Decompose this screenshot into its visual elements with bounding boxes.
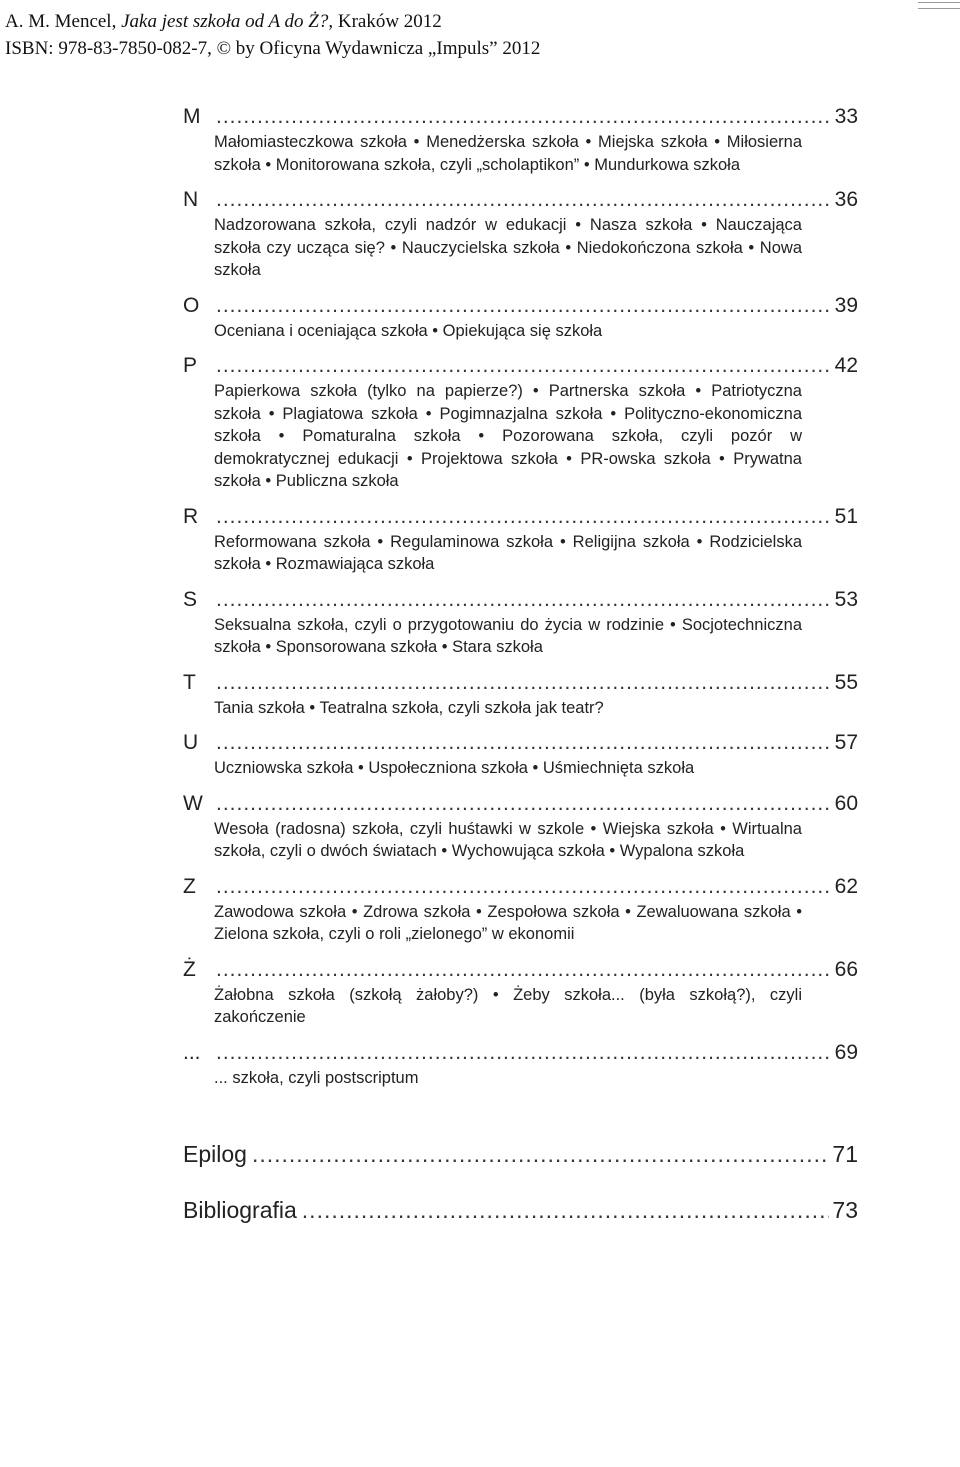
toc-entry xyxy=(183,873,858,946)
toc-entry xyxy=(183,790,858,863)
toc-entry-heading xyxy=(183,873,858,901)
toc-entry xyxy=(183,292,858,343)
toc-entry xyxy=(183,503,858,576)
toc-letter: S xyxy=(183,587,198,611)
toc-page-number: 53 xyxy=(834,587,858,611)
toc-page-number: 57 xyxy=(834,731,858,754)
toc-entry-heading xyxy=(183,790,858,818)
toc-entry-heading xyxy=(183,669,858,697)
toc-back-entry xyxy=(183,1193,858,1227)
toc-entry-heading xyxy=(183,103,858,131)
toc-letter: Z xyxy=(183,874,196,898)
toc-entries xyxy=(183,103,858,1089)
toc-entry-description: Wesoła (radosna) szkoła, czyli huśtawki w szkole • Wiejska szkoła • Wirtualna szkoła, czyli o dwóch światach • Wychowująca szkoła • Wypalona szkoła xyxy=(214,819,802,860)
toc-letter: P xyxy=(183,354,198,377)
toc-entry-description: Żałobna szkoła (szkołą żałoby?) • Żeby szkoła... (była szkołą?), czyli zakończenie xyxy=(214,985,802,1026)
toc-letter: T xyxy=(183,670,196,694)
dot-leader xyxy=(216,669,832,697)
toc-entry-heading xyxy=(183,729,858,757)
toc-back-entry xyxy=(183,1137,858,1171)
dot-leader xyxy=(216,292,832,320)
toc-entry xyxy=(183,186,858,282)
toc-entry xyxy=(183,669,858,720)
dot-leader xyxy=(302,1193,830,1227)
toc-entry xyxy=(183,956,858,1029)
toc-entry-heading xyxy=(183,292,858,320)
toc-entry xyxy=(183,103,858,176)
toc-entry-heading xyxy=(183,1039,858,1067)
header-line-2: ISBN: 978-83-7850-082-7, © by Oficyna Wydawnicza „Impuls” 2012 xyxy=(5,38,541,59)
header-publication: , Kraków 2012 xyxy=(328,11,442,32)
toc-entry-description: Oceniana i oceniająca szkoła • Opiekująca się szkoła xyxy=(214,321,603,340)
dot-leader xyxy=(216,790,832,818)
toc-back-matter xyxy=(183,1137,858,1227)
spacer xyxy=(183,1099,858,1137)
toc-page-number: 62 xyxy=(834,874,858,898)
toc-entry-description: Seksualna szkoła, czyli o przygotowaniu do życia w rodzinie • Socjotechniczna szkoła • Sponsorowana szkoła • Stara szkoła xyxy=(214,615,802,656)
toc-entry xyxy=(183,729,858,780)
toc-letter: N xyxy=(183,188,199,211)
toc-page-number: 51 xyxy=(834,504,858,528)
toc-entry-description: Papierkowa szkoła (tylko na papierze?) • Partnerska szkoła • Patriotyczna szkoła • Plagiatowa szkoła • Pogimnazjalna szkoła • Polityczno-ekonomiczna szkoła • Pomaturalna szkoła • Pozorowana szkoła, czyli pozór w demokratycznej edukacji • Projektowa szkoła • PR-owska szkoła • Prywatna szkoła • Publiczna szkoła xyxy=(214,382,802,490)
toc-page-number: 69 xyxy=(834,1040,858,1064)
table-of-contents xyxy=(183,103,858,1249)
toc-page-number: 55 xyxy=(834,670,858,694)
toc-back-label: Bibliografia xyxy=(183,1197,297,1223)
toc-entry-description: Zawodowa szkoła • Zdrowa szkoła • Zespołowa szkoła • Zewaluowana szkoła • Zielona szkoła, czyli o roli „zielonego” w ekonomii xyxy=(214,902,802,943)
toc-entry-heading xyxy=(183,352,858,380)
toc-entry-heading xyxy=(183,586,858,614)
toc-entry xyxy=(183,352,858,493)
dot-leader xyxy=(216,956,832,984)
dot-leader xyxy=(216,1039,832,1067)
toc-back-label: Epilog xyxy=(183,1141,247,1167)
corner-mark xyxy=(918,2,960,3)
toc-entry-heading xyxy=(183,503,858,531)
dot-leader xyxy=(216,352,832,380)
toc-letter: W xyxy=(183,791,203,815)
dot-leader xyxy=(252,1137,829,1171)
header-author: A. M. Mencel, xyxy=(5,11,122,32)
dot-leader xyxy=(216,586,832,614)
toc-letter: O xyxy=(183,293,200,317)
toc-letter: U xyxy=(183,731,199,754)
dot-leader xyxy=(216,729,832,757)
toc-entry-description: Uczniowska szkoła • Uspołeczniona szkoła • Uśmiechnięta szkoła xyxy=(214,759,695,777)
toc-letter: Ż xyxy=(183,957,196,981)
dot-leader xyxy=(216,503,832,531)
toc-entry-heading xyxy=(183,186,858,214)
toc-entry-description: Małomiasteczkowa szkoła • Menedżerska szkoła • Miejska szkoła • Miłosierna szkoła • Monitorowana szkoła, czyli „scholaptikon” • Mundurkowa szkoła xyxy=(214,133,802,174)
toc-page-number: 71 xyxy=(832,1141,858,1167)
toc-entry-heading xyxy=(183,956,858,984)
dot-leader xyxy=(216,103,832,131)
corner-mark xyxy=(918,8,960,9)
dot-leader xyxy=(216,873,832,901)
toc-entry-description: ... szkoła, czyli postscriptum xyxy=(214,1068,419,1087)
toc-entry xyxy=(183,1039,858,1090)
dot-leader xyxy=(216,186,832,214)
toc-page-number: 42 xyxy=(834,354,858,377)
toc-entry xyxy=(183,586,858,659)
toc-entry-description: Nadzorowana szkoła, czyli nadzór w edukacji • Nasza szkoła • Nauczająca szkoła czy ucząca się? • Nauczycielska szkoła • Niedokończona szkoła • Nowa szkoła xyxy=(214,216,802,279)
header-line-1 xyxy=(5,8,540,35)
toc-entry-description: Tania szkoła • Teatralna szkoła, czyli szkoła jak teatr? xyxy=(214,698,604,717)
toc-page-number: 33 xyxy=(834,105,858,128)
toc-page-number: 60 xyxy=(834,791,858,815)
toc-page-number: 39 xyxy=(834,293,858,317)
header-book-title: Jaka jest szkoła od A do Ż? xyxy=(121,11,329,32)
toc-letter: ... xyxy=(183,1040,201,1064)
toc-page-number: 66 xyxy=(834,957,858,981)
toc-page-number: 36 xyxy=(834,188,858,211)
toc-page-number: 73 xyxy=(832,1197,858,1223)
toc-letter: R xyxy=(183,504,199,528)
page-header xyxy=(5,8,540,62)
toc-entry-description: Reformowana szkoła • Regulaminowa szkoła • Religijna szkoła • Rodzicielska szkoła • Rozmawiająca szkoła xyxy=(214,532,802,573)
toc-letter: M xyxy=(183,105,201,128)
